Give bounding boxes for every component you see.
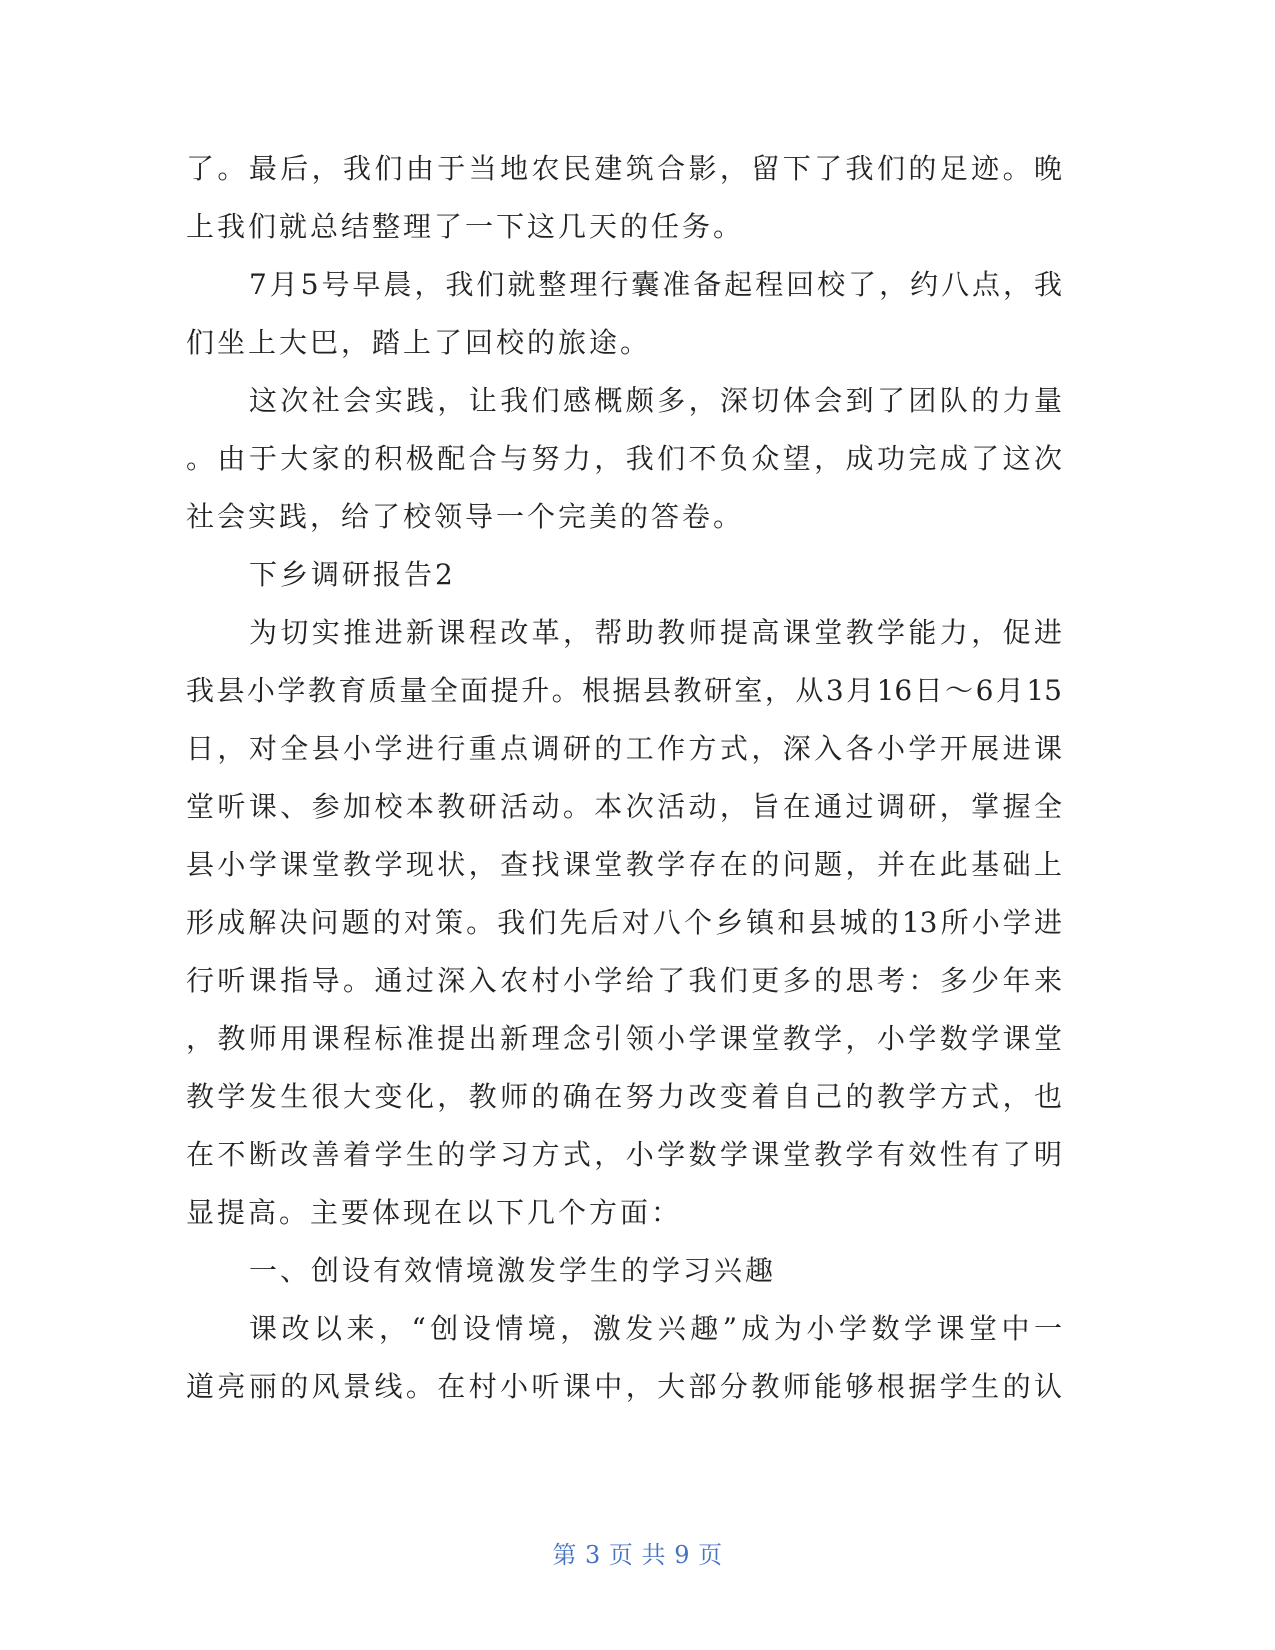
section-heading: 下乡调研报告2 (249, 558, 456, 591)
text-line: 形成解决问题的对策。我们先后对八个乡镇和县城的13所小学进 (186, 906, 1062, 939)
text-line: 上我们就总结整理了一下这几天的任务。 (186, 210, 745, 243)
text-line: 教学发生很大变化，教师的确在努力改变着自己的教学方式，也 (186, 1080, 1062, 1113)
text-line: 社会实践，给了校领导一个完美的答卷。 (186, 500, 745, 533)
text-line: 我县小学教育质量全面提升。根据县教研室，从3月16日～6月15 (186, 674, 1062, 707)
text-line: 日，对全县小学进行重点调研的工作方式，深入各小学开展进课 (186, 732, 1062, 765)
text-line: 7月5号早晨，我们就整理行囊准备起程回校了，约八点，我 (249, 268, 1062, 301)
text-line: 行听课指导。通过深入农村小学给了我们更多的思考：多少年来 (186, 964, 1062, 997)
text-line: 在不断改善着学生的学习方式，小学数学课堂教学有效性有了明 (186, 1138, 1062, 1171)
subsection-heading: 一、创设有效情境激发学生的学习兴趣 (249, 1254, 777, 1287)
page-number-footer: 第 3 页 共 9 页 (552, 1541, 723, 1569)
text-line: 为切实推进新课程改革，帮助教师提高课堂教学能力，促进 (249, 616, 1062, 649)
text-line: 。由于大家的积极配合与努力，我们不负众望，成功完成了这次 (186, 442, 1062, 475)
text-line: 们坐上大巴，踏上了回校的旅途。 (186, 326, 652, 359)
text-line: ，教师用课程标准提出新理念引领小学课堂教学，小学数学课堂 (186, 1022, 1062, 1055)
text-line: 这次社会实践，让我们感概颇多，深切体会到了团队的力量 (249, 384, 1062, 417)
text-line: 道亮丽的风景线。在村小听课中，大部分教师能够根据学生的认 (186, 1370, 1062, 1403)
text-line: 县小学课堂教学现状，查找课堂教学存在的问题，并在此基础上 (186, 848, 1062, 881)
text-line: 了。最后，我们由于当地农民建筑合影，留下了我们的足迹。晚 (186, 152, 1062, 185)
text-line: 显提高。主要体现在以下几个方面： (186, 1196, 683, 1229)
text-line: 堂听课、参加校本教研活动。本次活动，旨在通过调研，掌握全 (186, 790, 1062, 823)
text-line: 课改以来，“创设情境，激发兴趣”成为小学数学课堂中一 (249, 1312, 1062, 1345)
document-body (186, 140, 1062, 1416)
